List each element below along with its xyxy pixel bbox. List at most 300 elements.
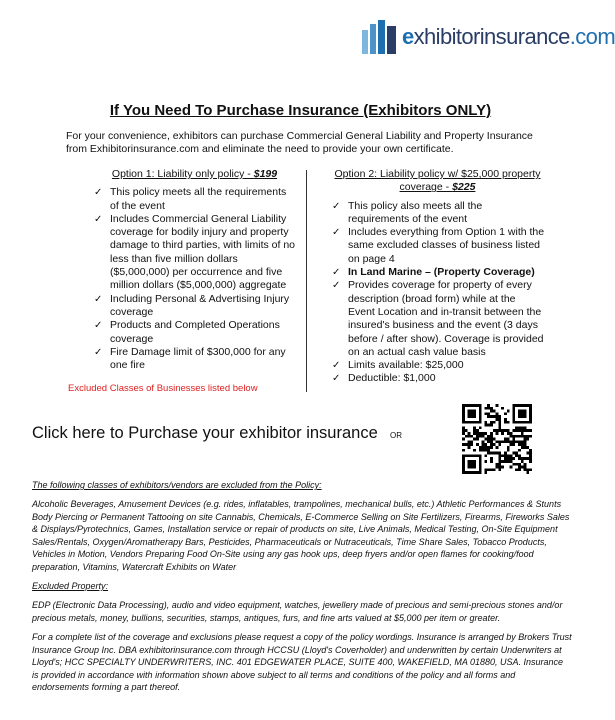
qr-module (498, 468, 501, 471)
qr-module (470, 404, 473, 407)
qr-module (493, 452, 496, 455)
option-2-item-text: In Land Marine – (Property Coverage) (348, 266, 535, 279)
qr-module (524, 412, 527, 415)
qr-module (487, 412, 490, 415)
qr-module (487, 452, 490, 455)
qr-module (515, 404, 518, 407)
qr-module (529, 468, 532, 471)
qr-module (462, 407, 465, 410)
qr-module (515, 421, 518, 424)
qr-module (518, 449, 521, 452)
qr-module (510, 454, 513, 457)
qr-module (473, 421, 476, 424)
qr-module (462, 438, 465, 441)
qr-module (512, 438, 515, 441)
column-divider (306, 170, 307, 392)
qr-module (526, 429, 529, 432)
qr-module (521, 440, 524, 443)
qr-module (493, 468, 496, 471)
qr-module (462, 426, 465, 429)
qr-module (484, 443, 487, 446)
qr-module (498, 454, 501, 457)
qr-module (479, 432, 482, 435)
qr-module (462, 404, 465, 407)
qr-module (468, 412, 471, 415)
qr-module (479, 460, 482, 463)
qr-module (487, 404, 490, 407)
qr-module (493, 421, 496, 424)
qr-module (484, 446, 487, 449)
checkmark-icon: ✓ (94, 213, 103, 225)
qr-module (490, 452, 493, 455)
qr-module (476, 421, 479, 424)
qr-module (521, 404, 524, 407)
qr-module (470, 421, 473, 424)
qr-module (465, 443, 468, 446)
qr-module (487, 435, 490, 438)
qr-module (462, 449, 465, 452)
qr-module (526, 457, 529, 460)
option-2-item-text: Provides coverage for property of every description (broad form) while at the Event Location and in-transit between the insured's business and the event (3 days before / after show). Coverage is provided on an actual cash value basis (348, 279, 544, 358)
qr-module (501, 440, 504, 443)
qr-module (484, 407, 487, 410)
qr-module (504, 440, 507, 443)
qr-module (487, 424, 490, 427)
qr-module (476, 432, 479, 435)
option-2-item (330, 372, 545, 385)
qr-module (521, 446, 524, 449)
qr-module (473, 454, 476, 457)
qr-module (479, 468, 482, 471)
option-1-item-text: Includes Commercial General Liability coverage for bodily injury and property damage to third parties, with limits of no less than five million dollars ($5,000,000) per occurrence and five million dollars ($5,000,000) aggregate (110, 212, 296, 292)
page-title: If You Need To Purchase Insurance (Exhibitors ONLY) (109, 102, 492, 119)
qr-module (529, 454, 532, 457)
logo-bars-icon (360, 20, 406, 56)
qr-module (504, 438, 507, 441)
qr-module (479, 449, 482, 452)
qr-module (470, 460, 473, 463)
qr-module (473, 466, 476, 469)
qr-module (529, 407, 532, 410)
qr-module (462, 463, 465, 466)
qr-module (501, 460, 504, 463)
qr-module (482, 443, 485, 446)
qr-module (484, 471, 487, 474)
option-2-item (330, 359, 545, 372)
qr-module (473, 426, 476, 429)
qr-module (510, 460, 513, 463)
qr-module (496, 404, 499, 407)
checkmark-icon: ✓ (94, 320, 103, 332)
qr-module (496, 452, 499, 455)
qr-module (490, 421, 493, 424)
qr-module (470, 454, 473, 457)
qr-module (462, 460, 465, 463)
qr-module (493, 443, 496, 446)
qr-module (529, 449, 532, 452)
qr-module (529, 452, 532, 455)
qr-module (529, 404, 532, 407)
qr-module (473, 463, 476, 466)
qr-module (462, 418, 465, 421)
checkmark-icon: ✓ (94, 346, 103, 358)
qr-module (496, 463, 499, 466)
qr-module (476, 471, 479, 474)
qr-module (465, 435, 468, 438)
qr-module (512, 412, 515, 415)
qr-module (470, 435, 473, 438)
qr-code-icon[interactable] (462, 404, 532, 474)
qr-module (490, 432, 493, 435)
qr-module (487, 449, 490, 452)
option-2-list (330, 200, 545, 386)
qr-module (462, 457, 465, 460)
qr-module (490, 407, 493, 410)
qr-module (524, 426, 527, 429)
qr-module (487, 415, 490, 418)
qr-module (504, 452, 507, 455)
qr-module (507, 410, 510, 413)
checkmark-icon: ✓ (332, 200, 341, 212)
qr-module (498, 466, 501, 469)
qr-module (498, 460, 501, 463)
qr-module (462, 421, 465, 424)
qr-module (518, 457, 521, 460)
option-1-price: $199 (253, 168, 278, 180)
qr-module (498, 457, 501, 460)
qr-module (484, 432, 487, 435)
qr-module (518, 404, 521, 407)
qr-module (498, 429, 501, 432)
qr-module (479, 435, 482, 438)
purchase-insurance-link[interactable]: Click here to Purchase your exhibitor insurance (32, 424, 378, 442)
qr-module (521, 429, 524, 432)
footer-disclaimer: For a complete list of the coverage and exclusions please request a copy of the policy wordings. Insurance is arranged by Brokers Trust Insurance Group Inc. DBA exhibitorinsurance.com through HCCSU (Lloyd's Coverholder) and underwritten by certain Underwriters at Lloyd's; HCC SPECIALTY UNDERWRITERS, INC. 401 EDGEWATER PLACE, SUITE 400, WAKEFIELD, MA 01880, USA. Insurance is provided in accordance with information shown above subject to all terms and conditions of the policy and all forms and endorsements forming a part thereof. (32, 632, 572, 693)
qr-module (470, 412, 473, 415)
qr-module (501, 429, 504, 432)
qr-module (490, 440, 493, 443)
qr-module (473, 471, 476, 474)
qr-module (529, 429, 532, 432)
option-1-item-text: Fire Damage limit of $300,000 for any one fire (110, 345, 286, 372)
option-2-item-text: Deductible: $1,000 (348, 372, 436, 385)
option-1-list (92, 186, 297, 372)
qr-module (498, 418, 501, 421)
qr-module (490, 446, 493, 449)
qr-module (462, 466, 465, 469)
qr-module (507, 446, 510, 449)
qr-module (498, 421, 501, 424)
qr-module (524, 446, 527, 449)
qr-module (479, 426, 482, 429)
qr-module (524, 443, 527, 446)
qr-module (487, 468, 490, 471)
qr-module (465, 454, 468, 457)
qr-module (496, 466, 499, 469)
qr-module (473, 438, 476, 441)
qr-module (476, 429, 479, 432)
option-2-price: $225 (452, 181, 476, 194)
qr-module (462, 443, 465, 446)
qr-module (482, 446, 485, 449)
qr-module (493, 415, 496, 418)
qr-module (521, 410, 524, 413)
qr-module (462, 410, 465, 413)
qr-module (470, 410, 473, 413)
option-1-item (92, 346, 297, 373)
qr-module (482, 432, 485, 435)
qr-module (498, 426, 501, 429)
qr-module (493, 410, 496, 413)
qr-module (468, 435, 471, 438)
qr-module (498, 424, 501, 427)
option-1-item-text: Including Personal & Advertising Injury coverage (110, 292, 290, 318)
qr-module (496, 432, 499, 435)
qr-module (468, 410, 471, 413)
qr-module (507, 457, 510, 460)
qr-module (518, 415, 521, 418)
qr-module (479, 412, 482, 415)
qr-module (479, 454, 482, 457)
option-1-item (92, 319, 297, 346)
qr-module (518, 412, 521, 415)
qr-module (529, 418, 532, 421)
qr-module (498, 452, 501, 455)
qr-module (496, 415, 499, 418)
qr-module (521, 466, 524, 469)
qr-module (504, 418, 507, 421)
qr-module (521, 435, 524, 438)
qr-module (479, 446, 482, 449)
qr-module (476, 404, 479, 407)
qr-module (470, 440, 473, 443)
option-2-column (330, 168, 545, 386)
checkmark-icon: ✓ (94, 293, 103, 305)
qr-module (473, 449, 476, 452)
qr-module (524, 438, 527, 441)
qr-module (504, 454, 507, 457)
qr-module (526, 435, 529, 438)
qr-module (476, 454, 479, 457)
option-1-item (92, 186, 297, 213)
option-1-item-text: This policy meets all the requirements of the event (110, 186, 287, 212)
qr-module (479, 463, 482, 466)
qr-module (504, 457, 507, 460)
qr-module (521, 460, 524, 463)
qr-module (521, 415, 524, 418)
qr-module (479, 418, 482, 421)
checkmark-icon: ✓ (332, 373, 341, 385)
qr-module (526, 446, 529, 449)
qr-module (476, 435, 479, 438)
option-2-item (330, 226, 545, 266)
option-2-item-text: Limits available: $25,000 (348, 359, 464, 372)
qr-module (468, 440, 471, 443)
qr-module (504, 412, 507, 415)
qr-module (490, 457, 493, 460)
qr-module (507, 429, 510, 432)
qr-module (526, 421, 529, 424)
qr-module (504, 421, 507, 424)
qr-module (518, 440, 521, 443)
qr-module (507, 460, 510, 463)
qr-module (529, 421, 532, 424)
qr-module (512, 457, 515, 460)
qr-module (465, 429, 468, 432)
qr-module (518, 466, 521, 469)
qr-module (462, 429, 465, 432)
qr-module (510, 457, 513, 460)
qr-module (526, 404, 529, 407)
qr-module (515, 468, 518, 471)
qr-module (484, 468, 487, 471)
qr-module (468, 446, 471, 449)
qr-module (462, 454, 465, 457)
qr-module (521, 457, 524, 460)
option-2-heading: Option 2: Liability policy w/ $25,000 property coverage - $225 (334, 168, 541, 194)
qr-module (484, 449, 487, 452)
qr-module (524, 410, 527, 413)
checkmark-icon: ✓ (332, 360, 341, 372)
qr-module (507, 432, 510, 435)
qr-module (512, 415, 515, 418)
qr-module (515, 426, 518, 429)
qr-module (507, 438, 510, 441)
qr-module (512, 443, 515, 446)
qr-module (515, 435, 518, 438)
qr-module (501, 454, 504, 457)
qr-module (529, 457, 532, 460)
qr-module (479, 407, 482, 410)
qr-module (515, 463, 518, 466)
qr-module (484, 454, 487, 457)
qr-module (518, 463, 521, 466)
qr-module (507, 421, 510, 424)
qr-module (510, 432, 513, 435)
qr-module (479, 421, 482, 424)
qr-module (501, 432, 504, 435)
qr-module (504, 460, 507, 463)
qr-module (468, 443, 471, 446)
qr-module (462, 471, 465, 474)
qr-module (496, 412, 499, 415)
qr-module (487, 407, 490, 410)
excluded-classes-text: Alcoholic Beverages, Amusement Devices (e.g. rides, inflatables, trampolines, mechanical bulls, etc.) Athletic Performances & Stunts Body Piercing or Permanent Tattooing on site Cannabis, Chemicals, E-Commerce Selling on Site Fertilizers, Firearms, Fireworks Sales & Displays/Pyrotechnics, Games, Installation service or repair of products on site, Live Animals, Medical Testing, On-Site Equipment Sales/Rentals, Oxygen/Aromatherapy Bars, Pesticides, Pharmaceuticals or Nutraceuticals, Time Share Sales, Tobacco Products, Vehicles in Motion, Vendors Preparing Food On-Site using any gas hook ups, deep fryers and/or open flames for cooking/food preparation, Vitamins, Watercraft Exhibits on Water (32, 499, 570, 572)
qr-module (490, 460, 493, 463)
qr-module (465, 421, 468, 424)
qr-module (512, 421, 515, 424)
qr-module (501, 466, 504, 469)
logo-wordmark: exhibitorinsurance.com (402, 24, 615, 49)
qr-module (507, 440, 510, 443)
qr-module (518, 410, 521, 413)
qr-module (496, 446, 499, 449)
qr-module (462, 415, 465, 418)
qr-module (484, 424, 487, 427)
qr-module (521, 412, 524, 415)
qr-module (493, 438, 496, 441)
checkmark-icon: ✓ (332, 227, 341, 239)
option-1-item (92, 293, 297, 320)
qr-module (524, 463, 527, 466)
qr-module (473, 460, 476, 463)
qr-module (490, 468, 493, 471)
qr-module (490, 435, 493, 438)
qr-module (512, 440, 515, 443)
qr-module (465, 404, 468, 407)
qr-module (496, 440, 499, 443)
qr-module (529, 415, 532, 418)
qr-module (487, 446, 490, 449)
qr-module (518, 426, 521, 429)
option-2-item (330, 266, 545, 279)
qr-module (515, 440, 518, 443)
qr-module (529, 460, 532, 463)
qr-module (462, 432, 465, 435)
qr-module (526, 468, 529, 471)
qr-module (518, 454, 521, 457)
qr-module (512, 407, 515, 410)
qr-module (496, 418, 499, 421)
qr-module (512, 418, 515, 421)
option-2-item (330, 279, 545, 359)
qr-module (479, 457, 482, 460)
qr-module (468, 432, 471, 435)
qr-module (468, 415, 471, 418)
qr-module (473, 432, 476, 435)
qr-module (473, 410, 476, 413)
qr-module (498, 415, 501, 418)
qr-module (484, 421, 487, 424)
qr-module (512, 429, 515, 432)
qr-module (524, 404, 527, 407)
qr-module (484, 460, 487, 463)
qr-module (524, 421, 527, 424)
qr-module (462, 468, 465, 471)
qr-module (468, 471, 471, 474)
checkmark-icon: ✓ (332, 280, 341, 292)
qr-module (470, 466, 473, 469)
qr-module (526, 438, 529, 441)
qr-module (521, 443, 524, 446)
qr-module (468, 404, 471, 407)
option-2-item-text: Includes everything from Option 1 with the same excluded classes of business listed on page 4 (348, 226, 545, 265)
qr-module (468, 454, 471, 457)
qr-module (468, 463, 471, 466)
option-1-heading: Option 1: Liability only policy - $199 (111, 168, 278, 180)
qr-module (512, 463, 515, 466)
qr-module (470, 443, 473, 446)
checkmark-icon: ✓ (94, 187, 103, 199)
qr-module (498, 440, 501, 443)
qr-module (518, 435, 521, 438)
option-1-column (68, 168, 297, 396)
qr-module (512, 435, 515, 438)
qr-module (515, 454, 518, 457)
qr-module (526, 471, 529, 474)
qr-module (473, 404, 476, 407)
qr-module (490, 438, 493, 441)
qr-module (479, 404, 482, 407)
qr-module (518, 429, 521, 432)
qr-module (470, 471, 473, 474)
qr-module (524, 429, 527, 432)
qr-module (524, 435, 527, 438)
qr-module (510, 435, 513, 438)
qr-module (490, 410, 493, 413)
qr-module (529, 412, 532, 415)
qr-module (479, 466, 482, 469)
